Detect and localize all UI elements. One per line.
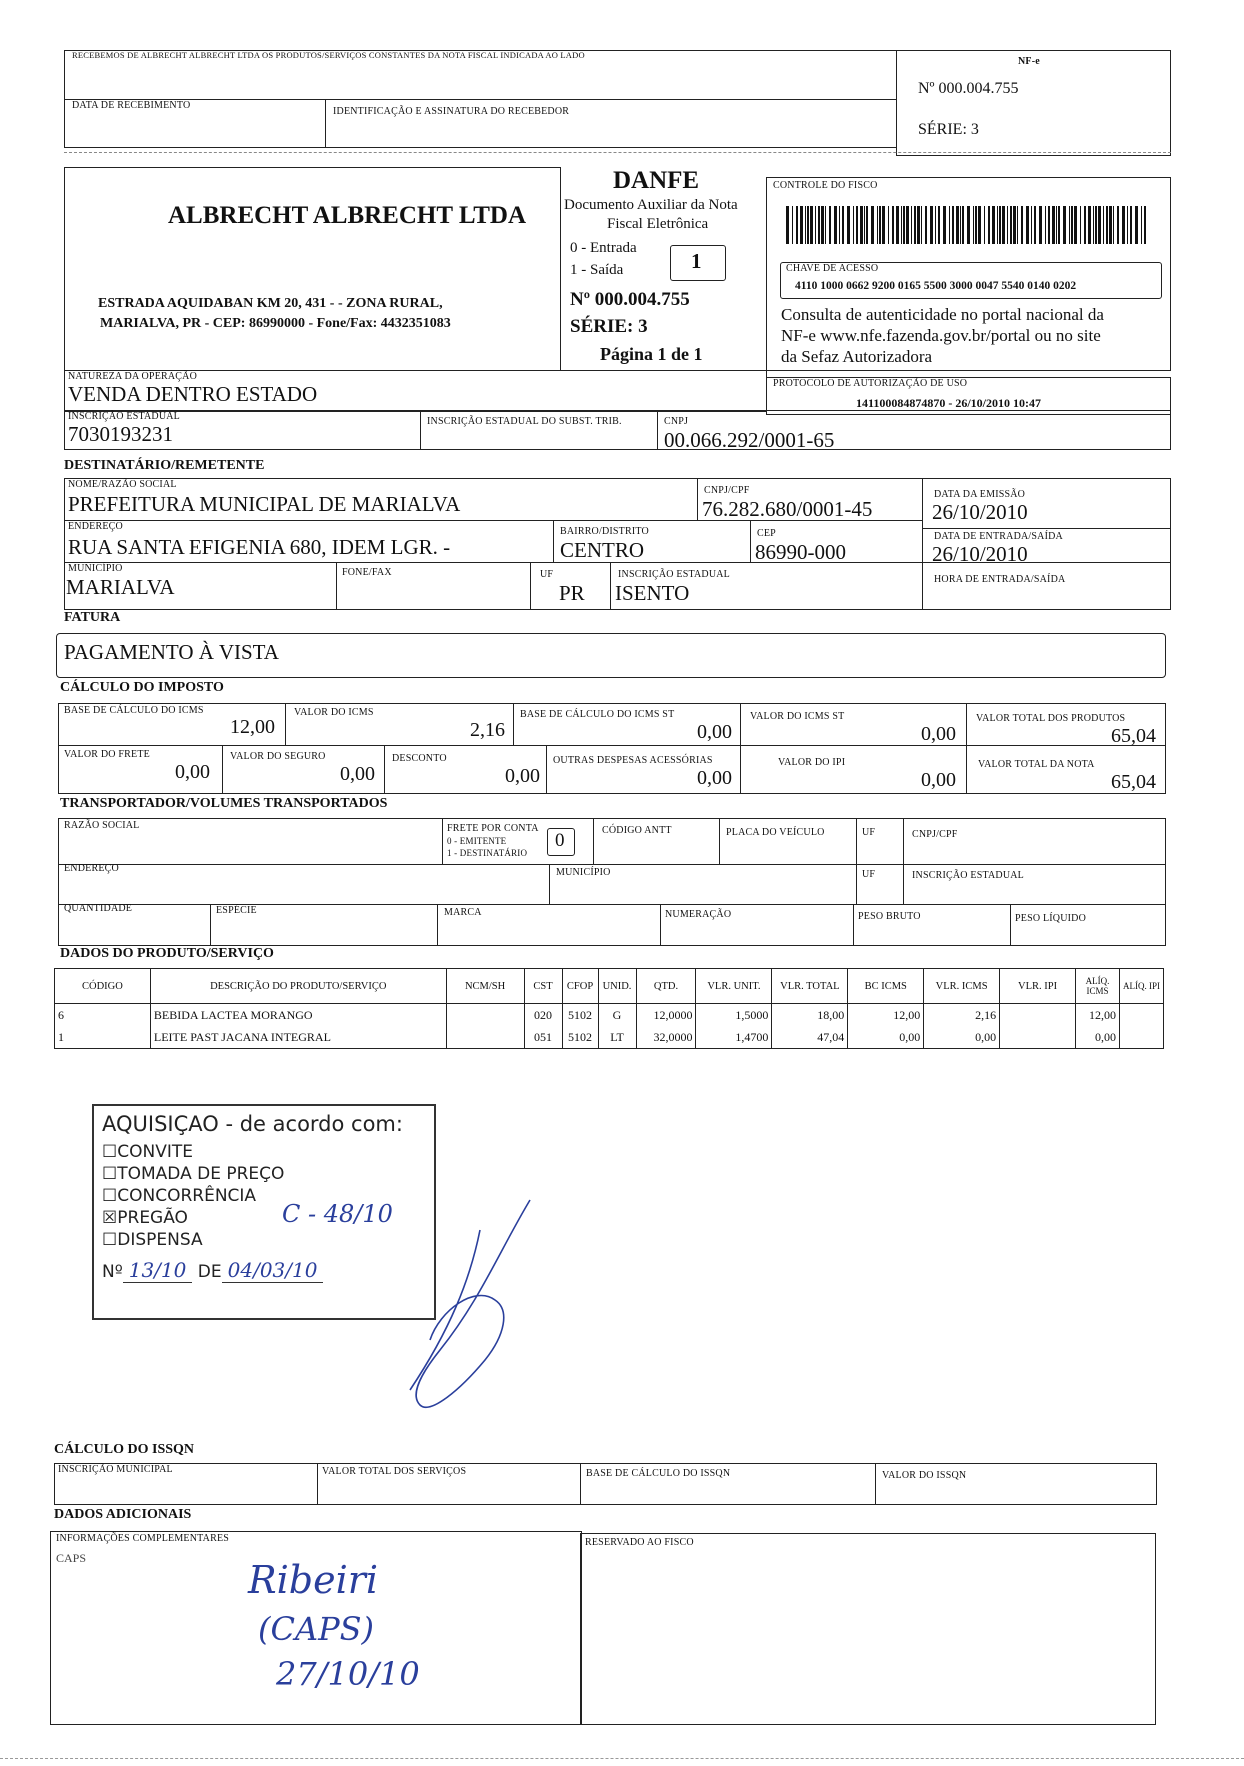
barcode-bar bbox=[1093, 206, 1094, 244]
col-unid: UNID. bbox=[598, 969, 636, 1004]
seguro: 0,00 bbox=[340, 763, 375, 785]
issqn-im-label: INSCRIÇÃO MUNICIPAL bbox=[58, 1464, 173, 1475]
col-ncm: NCM/SH bbox=[446, 969, 524, 1004]
emitente-box bbox=[64, 167, 561, 371]
imposto-row bbox=[58, 745, 1166, 746]
cell-bc-icms: 12,00 bbox=[848, 1004, 924, 1027]
cell-aliq-ipi bbox=[1119, 1026, 1163, 1049]
ie-st-label: INSCRIÇÃO ESTADUAL DO SUBST. TRIB. bbox=[427, 416, 622, 427]
transp-div-4 bbox=[856, 818, 857, 904]
barcode-bar bbox=[956, 206, 959, 244]
col-vlr-icms: VLR. ICMS bbox=[924, 969, 1000, 1004]
barcode-bar bbox=[821, 206, 824, 244]
info-label: INFORMAÇÕES COMPLEMENTARES bbox=[56, 1533, 230, 1544]
barcode-bar bbox=[1095, 206, 1097, 244]
issqn-base-label: BASE DE CÁLCULO DO ISSQN bbox=[586, 1468, 731, 1479]
cell-ncm bbox=[446, 1004, 524, 1027]
frete-label: VALOR DO FRETE bbox=[64, 749, 150, 760]
total-nota: 65,04 bbox=[1111, 771, 1156, 793]
barcode-bar bbox=[988, 206, 990, 244]
barcode-bar bbox=[1007, 206, 1008, 244]
barcode-bar bbox=[930, 206, 933, 244]
barcode-bar bbox=[1010, 206, 1012, 244]
stamp-option-concorrencia: ☐CONCORRÊNCIA bbox=[102, 1186, 257, 1206]
ie-divider-1 bbox=[420, 410, 421, 450]
barcode-bar bbox=[938, 206, 940, 244]
valor-st-label: VALOR DO ICMS ST bbox=[750, 711, 845, 722]
valor-st: 0,00 bbox=[921, 723, 956, 745]
transp-uf-label: UF bbox=[862, 827, 876, 838]
dest-entrada-saida: 26/10/2010 bbox=[932, 542, 1028, 566]
cell-descricao: LEITE PAST JACANA INTEGRAL bbox=[150, 1026, 446, 1049]
barcode-bar bbox=[1034, 206, 1036, 244]
barcode-bar bbox=[1071, 206, 1073, 244]
chave-acesso: 4110 1000 0662 9200 0165 5500 3000 0047 5540 0140 0202 bbox=[795, 280, 1077, 292]
transp-div-9 bbox=[660, 904, 661, 946]
stamp-option-tomada: ☐TOMADA DE PREÇO bbox=[102, 1164, 285, 1184]
handwritten-caps: (CAPS) bbox=[258, 1610, 375, 1648]
barcode-bar bbox=[1117, 206, 1119, 244]
transp-quantidade-label: QUANTIDADE bbox=[64, 903, 133, 914]
cell-codigo: 6 bbox=[55, 1004, 151, 1027]
barcode-bar bbox=[1074, 206, 1077, 244]
dest-hora-label: HORA DE ENTRADA/SAÍDA bbox=[934, 574, 1066, 585]
barcode-bar bbox=[1052, 206, 1055, 244]
info-texto: CAPS bbox=[56, 1551, 87, 1565]
barcode-bar bbox=[1056, 206, 1057, 244]
barcode-bar bbox=[882, 206, 885, 244]
col-cfop: CFOP bbox=[562, 969, 598, 1004]
transp-div-1 bbox=[442, 818, 443, 864]
cell-cfop: 5102 bbox=[562, 1026, 598, 1049]
cell-ncm bbox=[446, 1026, 524, 1049]
stamp-option-pregao: ☒PREGÃO bbox=[102, 1208, 188, 1228]
barcode-bar bbox=[1144, 206, 1146, 244]
barcode-bar bbox=[917, 206, 920, 244]
dest-endereco: RUA SANTA EFIGENIA 680, IDEM LGR. - bbox=[68, 535, 451, 559]
emitente-endereco-2: MARIALVA, PR - CEP: 86990000 - Fone/Fax: 4432351083 bbox=[100, 316, 451, 331]
stamp-option-convite: ☐CONVITE bbox=[102, 1142, 193, 1162]
col-vlr-ipi: VLR. IPI bbox=[1000, 969, 1076, 1004]
barcode-bar bbox=[1122, 206, 1125, 244]
transportador-title: TRANSPORTADOR/VOLUMES TRANSPORTADOS bbox=[60, 796, 388, 811]
cell-codigo: 1 bbox=[55, 1026, 151, 1049]
barcode-bar bbox=[1103, 206, 1104, 244]
outras-label: OUTRAS DESPESAS ACESSÓRIAS bbox=[553, 755, 713, 766]
natureza-label: NATUREZA DA OPERAÇÃO bbox=[68, 371, 198, 382]
transp-antt-label: CÓDIGO ANTT bbox=[602, 825, 672, 836]
controle-fisco-label: CONTROLE DO FISCO bbox=[773, 180, 878, 191]
issqn-title: CÁLCULO DO ISSQN bbox=[54, 1442, 195, 1457]
identificacao-label: IDENTIFICAÇÃO E ASSINATURA DO RECEBEDOR bbox=[333, 106, 570, 117]
col-descricao: DESCRIÇÃO DO PRODUTO/SERVIÇO bbox=[150, 969, 446, 1004]
imp-div-6 bbox=[384, 745, 385, 794]
imp-div-4 bbox=[966, 703, 967, 794]
consulta-1: Consulta de autenticidade no portal nacional da bbox=[781, 305, 1104, 324]
dest-div-g bbox=[610, 562, 611, 610]
frete: 0,00 bbox=[175, 761, 210, 783]
base-st-label: BASE DE CÁLCULO DO ICMS ST bbox=[520, 709, 675, 720]
barcode-bar bbox=[952, 206, 954, 244]
cnpj-emit-label: CNPJ bbox=[664, 416, 689, 427]
dest-div-b bbox=[922, 478, 923, 610]
barcode-bar bbox=[1098, 206, 1101, 244]
barcode-bar bbox=[810, 206, 813, 244]
dest-endereco-label: ENDEREÇO bbox=[68, 521, 123, 532]
seguro-label: VALOR DO SEGURO bbox=[230, 751, 326, 762]
ie-value: 7030193231 bbox=[68, 422, 173, 446]
dest-cep: 86990-000 bbox=[755, 540, 846, 564]
barcode-bar bbox=[1021, 206, 1023, 244]
emitente-nome: ALBRECHT ALBRECHT LTDA bbox=[168, 202, 526, 229]
chave-label: CHAVE DE ACESSO bbox=[786, 263, 879, 274]
barcode-bar bbox=[879, 206, 881, 244]
barcode-bar bbox=[807, 206, 809, 244]
barcode-bar bbox=[792, 206, 793, 244]
transp-cnpj-label: CNPJ/CPF bbox=[912, 829, 958, 840]
danfe-subtitle-2: Fiscal Eletrônica bbox=[607, 216, 709, 232]
transp-especie-label: ESPÉCIE bbox=[216, 905, 257, 916]
transp-div-10 bbox=[853, 904, 854, 946]
reservado-box bbox=[580, 1533, 1156, 1725]
dest-nome: PREFEITURA MUNICIPAL DE MARIALVA bbox=[68, 492, 461, 516]
dest-row-1b bbox=[922, 528, 1171, 529]
dest-div-e bbox=[336, 562, 337, 610]
barcode-bar bbox=[829, 206, 831, 244]
barcode-bar bbox=[1106, 206, 1108, 244]
col-vlr-unit: VLR. UNIT. bbox=[696, 969, 772, 1004]
barcode-bar bbox=[1017, 206, 1018, 244]
transp-frete-op1: 1 - DESTINATÁRIO bbox=[447, 848, 528, 858]
dest-bairro: CENTRO bbox=[560, 538, 644, 562]
total-nota-label: VALOR TOTAL DA NOTA bbox=[978, 759, 1095, 770]
danfe-subtitle-1: Documento Auxiliar da Nota bbox=[564, 197, 738, 213]
transp-uf2-label: UF bbox=[862, 869, 876, 880]
transp-div-3 bbox=[719, 818, 720, 864]
canhoto-divider-v bbox=[325, 99, 326, 148]
barcode-bar bbox=[805, 206, 806, 244]
transp-frete: 0 bbox=[555, 830, 565, 851]
barcode-bar bbox=[856, 206, 858, 244]
table-row bbox=[55, 1026, 1164, 1049]
transp-div-2 bbox=[593, 818, 594, 864]
cell-cst: 051 bbox=[524, 1026, 562, 1049]
stamp-title: AQUISIÇAO - de acordo com: bbox=[102, 1112, 403, 1136]
fatura-texto: PAGAMENTO À VISTA bbox=[64, 640, 279, 664]
transp-row-1 bbox=[58, 864, 1166, 865]
base-st: 0,00 bbox=[697, 721, 732, 743]
barcode-bar bbox=[999, 206, 1001, 244]
barcode-bar bbox=[1031, 206, 1032, 244]
barcode-bar bbox=[1130, 206, 1132, 244]
barcode-bar bbox=[786, 206, 789, 244]
valor-icms: 2,16 bbox=[470, 719, 505, 741]
issqn-div-2 bbox=[580, 1463, 581, 1505]
barcode-bar bbox=[978, 206, 981, 244]
destinatario-title: DESTINATÁRIO/REMETENTE bbox=[64, 458, 265, 473]
cell-qtd: 12,0000 bbox=[636, 1004, 696, 1027]
danfe-entrada: 0 - Entrada bbox=[570, 240, 637, 256]
barcode-bar bbox=[975, 206, 977, 244]
barcode-bar bbox=[800, 206, 803, 244]
issqn-total-label: VALOR TOTAL DOS SERVIÇOS bbox=[322, 1466, 467, 1477]
stamp-option-dispensa: ☐DISPENSA bbox=[102, 1230, 203, 1250]
dest-div-c bbox=[553, 520, 554, 562]
cell-aliq-ipi bbox=[1119, 1004, 1163, 1027]
desconto-label: DESCONTO bbox=[392, 753, 447, 764]
transp-municipio-label: MUNICÍPIO bbox=[556, 867, 611, 878]
cell-aliq-icms: 12,00 bbox=[1075, 1004, 1119, 1027]
produtos-table bbox=[54, 968, 1164, 1049]
canhoto-serie: SÉRIE: 3 bbox=[918, 121, 979, 138]
reservado-label: RESERVADO AO FISCO bbox=[585, 1537, 694, 1548]
barcode-bar bbox=[911, 206, 912, 244]
barcode-bar bbox=[892, 206, 894, 244]
cell-vlr-ipi bbox=[1000, 1026, 1076, 1049]
dest-cep-label: CEP bbox=[757, 528, 776, 539]
cell-descricao: BEBIDA LACTEA MORANGO bbox=[150, 1004, 446, 1027]
signature bbox=[380, 1190, 580, 1420]
base-icms-label: BASE DE CÁLCULO DO ICMS bbox=[64, 705, 204, 716]
barcode-bar bbox=[997, 206, 998, 244]
imp-div-3 bbox=[740, 703, 741, 794]
barcode-bar bbox=[949, 206, 950, 244]
barcode-bar bbox=[903, 206, 905, 244]
dest-ie-label: INSCRIÇÃO ESTADUAL bbox=[618, 569, 730, 580]
danfe-saida: 1 - Saída bbox=[570, 262, 624, 278]
transp-endereco-label: ENDEREÇO bbox=[64, 863, 119, 874]
barcode-bar bbox=[1127, 206, 1128, 244]
barcode bbox=[786, 206, 1152, 244]
issqn-valor-label: VALOR DO ISSQN bbox=[882, 1470, 967, 1481]
transp-marca-label: MARCA bbox=[444, 907, 482, 918]
col-bc-icms: BC ICMS bbox=[848, 969, 924, 1004]
stamp-annotation: C - 48/10 bbox=[282, 1200, 393, 1228]
imp-div-2 bbox=[513, 703, 514, 745]
table-row bbox=[55, 1004, 1164, 1027]
cell-vlr-icms: 2,16 bbox=[924, 1004, 1000, 1027]
barcode-bar bbox=[815, 206, 816, 244]
cell-cst: 020 bbox=[524, 1004, 562, 1027]
transp-razao-label: RAZÃO SOCIAL bbox=[64, 820, 140, 831]
transp-div-11 bbox=[1010, 904, 1011, 946]
cell-vlr-icms: 0,00 bbox=[924, 1026, 1000, 1049]
valor-icms-label: VALOR DO ICMS bbox=[294, 707, 374, 718]
barcode-bar bbox=[960, 206, 961, 244]
danfe-pagina: Página 1 de 1 bbox=[600, 344, 703, 364]
data-recebimento-label: DATA DE RECEBIMENTO bbox=[72, 100, 191, 111]
barcode-bar bbox=[1080, 206, 1081, 244]
barcode-bar bbox=[906, 206, 909, 244]
produtos-title: DADOS DO PRODUTO/SERVIÇO bbox=[60, 946, 274, 961]
col-codigo: CÓDIGO bbox=[55, 969, 151, 1004]
barcode-bar bbox=[935, 206, 936, 244]
barcode-bar bbox=[1113, 206, 1114, 244]
imp-div-1 bbox=[285, 703, 286, 745]
transp-frete-label: FRETE POR CONTA bbox=[447, 823, 539, 834]
produtos-header-row bbox=[55, 969, 1164, 1004]
protocolo-value: 141100084874870 - 26/10/2010 10:47 bbox=[856, 396, 1041, 410]
barcode-bar bbox=[847, 206, 850, 244]
barcode-bar bbox=[914, 206, 916, 244]
dest-cnpj-label: CNPJ/CPF bbox=[704, 485, 750, 496]
col-aliq-icms: ALÍQ. ICMS bbox=[1075, 969, 1119, 1004]
barcode-bar bbox=[839, 206, 840, 244]
barcode-bar bbox=[853, 206, 854, 244]
barcode-bar bbox=[1045, 206, 1046, 244]
barcode-bar bbox=[1135, 206, 1138, 244]
cell-unid: G bbox=[598, 1004, 636, 1027]
ipi-label: VALOR DO IPI bbox=[778, 757, 846, 768]
transp-div-8 bbox=[437, 904, 438, 946]
cell-vlr-ipi bbox=[1000, 1004, 1076, 1027]
danfe-tipo: 1 bbox=[691, 249, 702, 273]
barcode-bar bbox=[866, 206, 868, 244]
bottom-cut-line bbox=[0, 1758, 1244, 1759]
danfe-serie: SÉRIE: 3 bbox=[570, 316, 648, 337]
handwritten-date: 27/10/10 bbox=[276, 1655, 420, 1693]
cell-vlr-unit: 1,5000 bbox=[696, 1004, 772, 1027]
barcode-bar bbox=[888, 206, 889, 244]
transp-div-5 bbox=[903, 818, 904, 904]
dest-uf-label: UF bbox=[540, 569, 554, 580]
barcode-bar bbox=[860, 206, 863, 244]
transp-div-6 bbox=[549, 864, 550, 904]
consulta-2: NF-e www.nfe.fazenda.gov.br/portal ou no site bbox=[781, 326, 1101, 345]
col-aliq-ipi: ALÍQ. IPI bbox=[1119, 969, 1163, 1004]
col-cst: CST bbox=[524, 969, 562, 1004]
barcode-bar bbox=[921, 206, 922, 244]
transp-peso-bruto-label: PESO BRUTO bbox=[858, 911, 921, 922]
dest-div-d bbox=[750, 520, 751, 562]
barcode-bar bbox=[796, 206, 798, 244]
barcode-bar bbox=[1048, 206, 1050, 244]
col-vlr-total: VLR. TOTAL bbox=[772, 969, 848, 1004]
transp-peso-liquido-label: PESO LÍQUIDO bbox=[1015, 913, 1087, 924]
barcode-bar bbox=[864, 206, 865, 244]
dest-entrada-saida-label: DATA DE ENTRADA/SAÍDA bbox=[934, 531, 1063, 542]
barcode-bar bbox=[1058, 206, 1060, 244]
danfe-title: DANFE bbox=[613, 167, 700, 194]
canhoto-header: RECEBEMOS DE ALBRECHT ALBRECHT LTDA OS PRODUTOS/SERVIÇOS CONSTANTES DA NOTA FISCAL INDICADA AO LADO bbox=[72, 50, 585, 60]
barcode-bar bbox=[1069, 206, 1070, 244]
transp-frete-op0: 0 - EMITENTE bbox=[447, 836, 507, 846]
emitente-endereco-1: ESTRADA AQUIDABAN KM 20, 431 - - ZONA RURAL, bbox=[98, 296, 443, 311]
transportador-box bbox=[58, 818, 1166, 946]
barcode-bar bbox=[925, 206, 927, 244]
natureza-value: VENDA DENTRO ESTADO bbox=[68, 382, 318, 406]
canhoto-numero: Nº 000.004.755 bbox=[918, 80, 1019, 97]
col-qtd: QTD. bbox=[636, 969, 696, 1004]
barcode-bar bbox=[896, 206, 899, 244]
cell-cfop: 5102 bbox=[562, 1004, 598, 1027]
ie-divider-2 bbox=[657, 410, 658, 450]
transp-placa-label: PLACA DO VEÍCULO bbox=[726, 827, 825, 838]
barcode-bar bbox=[1039, 206, 1042, 244]
barcode-bar bbox=[1141, 206, 1142, 244]
dest-cnpj: 76.282.680/0001-45 bbox=[702, 497, 873, 521]
consulta-3: da Sefaz Autorizadora bbox=[781, 347, 933, 366]
total-produtos: 65,04 bbox=[1111, 725, 1156, 747]
cut-line bbox=[64, 152, 1171, 153]
barcode-bar bbox=[901, 206, 902, 244]
fatura-title: FATURA bbox=[64, 610, 121, 625]
barcode-bar bbox=[834, 206, 837, 244]
canhoto-nfe-label: NF-e bbox=[1018, 56, 1040, 67]
issqn-div-1 bbox=[317, 1463, 318, 1505]
barcode-bar bbox=[984, 206, 985, 244]
barcode-bar bbox=[1026, 206, 1029, 244]
handwritten-signature: Ribeiri bbox=[248, 1558, 379, 1602]
cnpj-emit-value: 00.066.292/0001-65 bbox=[664, 428, 835, 452]
outras: 0,00 bbox=[697, 767, 732, 789]
total-produtos-label: VALOR TOTAL DOS PRODUTOS bbox=[976, 713, 1126, 724]
dest-emissao: 26/10/2010 bbox=[932, 500, 1028, 524]
cell-unid: LT bbox=[598, 1026, 636, 1049]
cell-vlr-unit: 1,4700 bbox=[696, 1026, 772, 1049]
issqn-div-3 bbox=[875, 1463, 876, 1505]
dest-municipio-label: MUNICÍPIO bbox=[68, 563, 123, 574]
barcode-bar bbox=[871, 206, 874, 244]
barcode-bar bbox=[825, 206, 826, 244]
barcode-bar bbox=[1063, 206, 1066, 244]
base-icms: 12,00 bbox=[230, 716, 275, 738]
ipi: 0,00 bbox=[921, 769, 956, 791]
barcode-bar bbox=[973, 206, 974, 244]
dest-emissao-label: DATA DA EMISSÃO bbox=[934, 489, 1026, 500]
adicionais-title: DADOS ADICIONAIS bbox=[54, 1507, 192, 1522]
dest-div-a bbox=[697, 478, 698, 520]
barcode-bar bbox=[1109, 206, 1112, 244]
dest-municipio: MARIALVA bbox=[66, 575, 175, 599]
barcode-bar bbox=[962, 206, 964, 244]
transp-ie-label: INSCRIÇÃO ESTADUAL bbox=[912, 870, 1024, 881]
cell-vlr-total: 47,04 bbox=[772, 1026, 848, 1049]
barcode-bar bbox=[1002, 206, 1005, 244]
dest-nome-label: NOME/RAZÃO SOCIAL bbox=[68, 479, 177, 490]
dest-uf: PR bbox=[559, 581, 585, 605]
dest-fone-label: FONE/FAX bbox=[342, 567, 392, 578]
imp-div-7 bbox=[546, 745, 547, 794]
barcode-bar bbox=[943, 206, 946, 244]
cell-aliq-icms: 0,00 bbox=[1075, 1026, 1119, 1049]
danfe-numero: Nº 000.004.755 bbox=[570, 289, 690, 310]
imp-div-5 bbox=[222, 745, 223, 794]
dest-ie: ISENTO bbox=[615, 581, 690, 605]
stamp-numero: Nº 13/10 DE 04/03/10 bbox=[102, 1258, 323, 1282]
barcode-bar bbox=[1084, 206, 1086, 244]
barcode-bar bbox=[1088, 206, 1091, 244]
imposto-title: CÁLCULO DO IMPOSTO bbox=[60, 680, 224, 695]
ie-label: INSCRIÇÃO ESTADUAL bbox=[68, 411, 180, 422]
cell-vlr-total: 18,00 bbox=[772, 1004, 848, 1027]
barcode-bar bbox=[1013, 206, 1016, 244]
transp-numeracao-label: NUMERAÇÃO bbox=[665, 909, 732, 920]
dest-bairro-label: BAIRRO/DISTRITO bbox=[560, 526, 649, 537]
barcode-bar bbox=[842, 206, 844, 244]
desconto: 0,00 bbox=[505, 765, 540, 787]
barcode-bar bbox=[992, 206, 995, 244]
barcode-bar bbox=[877, 206, 878, 244]
barcode-bar bbox=[818, 206, 820, 244]
dest-div-f bbox=[530, 562, 531, 610]
protocolo-label: PROTOCOLO DE AUTORIZAÇÃO DE USO bbox=[773, 378, 968, 389]
cell-qtd: 32,0000 bbox=[636, 1026, 696, 1049]
barcode-bar bbox=[967, 206, 970, 244]
cell-bc-icms: 0,00 bbox=[848, 1026, 924, 1049]
transp-div-7 bbox=[210, 904, 211, 946]
